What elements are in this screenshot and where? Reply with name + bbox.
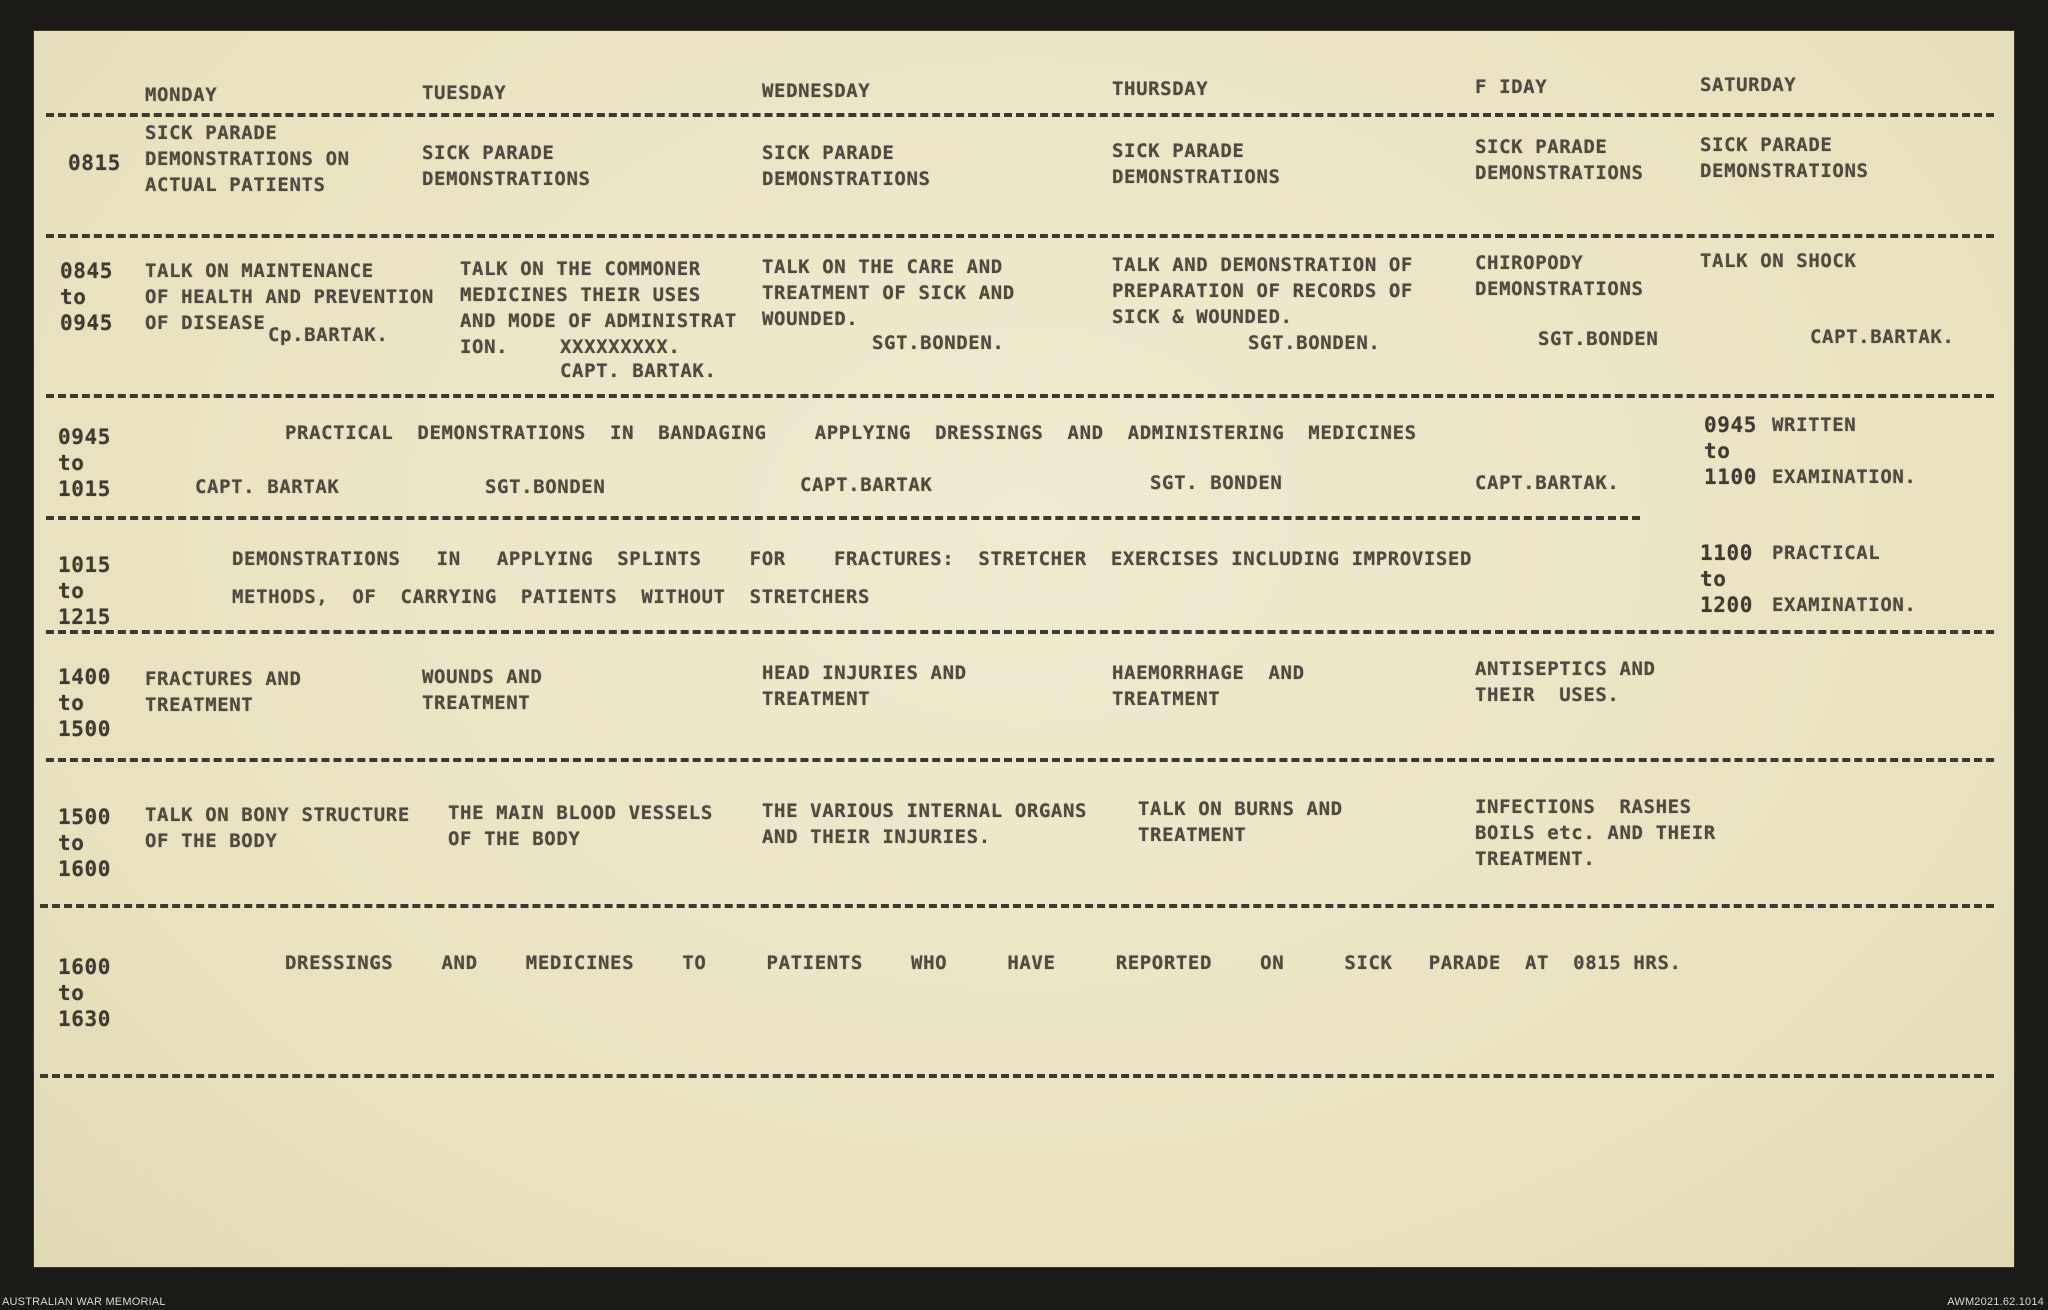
time-slot: 1600 to 1630 — [58, 955, 111, 1031]
cell-friday: ANTISEPTICS AND THEIR USES. — [1475, 658, 1656, 706]
row-divider — [46, 234, 1994, 238]
cell-wednesday: SICK PARADE DEMONSTRATIONS — [762, 142, 931, 190]
day-header-thursday: THURSDAY — [1112, 78, 1209, 100]
cell-thursday: HAEMORRHAGE AND TREATMENT — [1112, 662, 1305, 710]
cell-monday: TALK ON MAINTENANCE OF HEALTH AND PREVENTION OF DISEASE — [145, 260, 434, 334]
cell-friday: INFECTIONS RASHES BOILS etc. AND THEIR TREATMENT. — [1475, 796, 1716, 870]
day-header-tuesday: TUESDAY — [422, 82, 507, 104]
day-header-friday: F IDAY — [1475, 76, 1548, 98]
archive-reference: AWM2021.62.1014 — [1947, 1296, 2044, 1308]
time-slot: 1400 to 1500 — [58, 665, 111, 741]
time-slot: 0945 to 1015 — [58, 425, 111, 501]
day-header-monday: MONDAY — [145, 84, 218, 106]
instructor-friday: SGT.BONDEN — [1538, 328, 1659, 350]
instructor-tuesday: CAPT. BARTAK. — [560, 360, 717, 382]
cell-wednesday: TALK ON THE CARE AND TREATMENT OF SICK AND WOUNDED. — [762, 256, 1015, 330]
cell-monday: SICK PARADE DEMONSTRATIONS ON ACTUAL PATIENTS — [145, 122, 350, 196]
time-slot: 0815 — [68, 151, 121, 175]
instructor: SGT. BONDEN — [1150, 472, 1283, 494]
instructor-thursday: SGT.BONDEN. — [1248, 332, 1381, 354]
activity-line-2: METHODS, OF CARRYING PATIENTS WITHOUT STRETCHERS — [232, 586, 871, 608]
struck-text: XXXXXXXXX. — [560, 336, 681, 358]
cell-tuesday: SICK PARADE DEMONSTRATIONS — [422, 142, 591, 190]
time-slot: 1015 to 1215 — [58, 553, 111, 629]
row-divider — [46, 516, 1640, 520]
activity-spanning: PRACTICAL DEMONSTRATIONS IN BANDAGING APPLYING DRESSINGS AND ADMINISTERING MEDICINES — [285, 422, 1417, 444]
row-divider — [40, 1074, 1994, 1078]
cell-thursday: TALK ON BURNS AND TREATMENT — [1138, 798, 1343, 846]
cell-tuesday: WOUNDS AND TREATMENT — [422, 666, 543, 714]
day-header-wednesday: WEDNESDAY — [762, 80, 871, 102]
cell-friday: SICK PARADE DEMONSTRATIONS — [1475, 136, 1644, 184]
time-slot: 0845 to 0945 — [60, 259, 113, 335]
cell-thursday: TALK AND DEMONSTRATION OF PREPARATION OF RECORDS OF SICK & WOUNDED. — [1112, 254, 1413, 328]
activity-spanning: DRESSINGS AND MEDICINES TO PATIENTS WHO HAVE REPORTED ON SICK PARADE AT 0815 HRS. — [285, 952, 1682, 974]
row-divider — [40, 904, 1994, 908]
time-slot-saturday: 0945 to 1100 — [1704, 413, 1757, 489]
instructor: CAPT.BARTAK. — [1475, 472, 1620, 494]
instructor-monday: Cp.BARTAK. — [268, 324, 389, 346]
cell-wednesday: THE VARIOUS INTERNAL ORGANS AND THEIR INJURIES. — [762, 800, 1088, 848]
cell-saturday: PRACTICAL EXAMINATION. — [1772, 542, 1917, 616]
instructor-saturday: CAPT.BARTAK. — [1810, 326, 1955, 348]
cell-tuesday: THE MAIN BLOOD VESSELS OF THE BODY — [448, 802, 713, 850]
cell-wednesday: HEAD INJURIES AND TREATMENT — [762, 662, 967, 710]
row-divider — [46, 630, 1994, 634]
activity-line-1: DEMONSTRATIONS IN APPLYING SPLINTS FOR FRACTURES: STRETCHER EXERCISES INCLUDING IMPROVISED — [232, 548, 1473, 570]
instructor: CAPT. BARTAK — [195, 476, 340, 498]
row-divider — [46, 758, 1994, 762]
cell-saturday: SICK PARADE DEMONSTRATIONS — [1700, 134, 1869, 182]
row-divider — [46, 394, 1994, 398]
cell-monday: FRACTURES AND TREATMENT — [145, 668, 302, 716]
instructor: CAPT.BARTAK — [800, 474, 933, 496]
cell-friday: CHIROPODY DEMONSTRATIONS — [1475, 252, 1644, 300]
cell-thursday: SICK PARADE DEMONSTRATIONS — [1112, 140, 1281, 188]
day-header-saturday: SATURDAY — [1700, 74, 1797, 96]
time-slot-saturday: 1100 to 1200 — [1700, 541, 1753, 617]
cell-saturday: TALK ON SHOCK — [1700, 250, 1857, 272]
instructor-wednesday: SGT.BONDEN. — [872, 332, 1005, 354]
cell-tuesday: TALK ON THE COMMONER MEDICINES THEIR USES AND MODE OF ADMINISTRAT ION. — [460, 258, 737, 358]
archive-credit: AUSTRALIAN WAR MEMORIAL — [2, 1296, 166, 1308]
document-paper — [33, 30, 2015, 1268]
cell-saturday: WRITTEN EXAMINATION. — [1772, 414, 1917, 488]
instructor: SGT.BONDEN — [485, 476, 606, 498]
time-slot: 1500 to 1600 — [58, 805, 111, 881]
row-divider — [46, 113, 1994, 117]
cell-monday: TALK ON BONY STRUCTURE OF THE BODY — [145, 804, 410, 852]
